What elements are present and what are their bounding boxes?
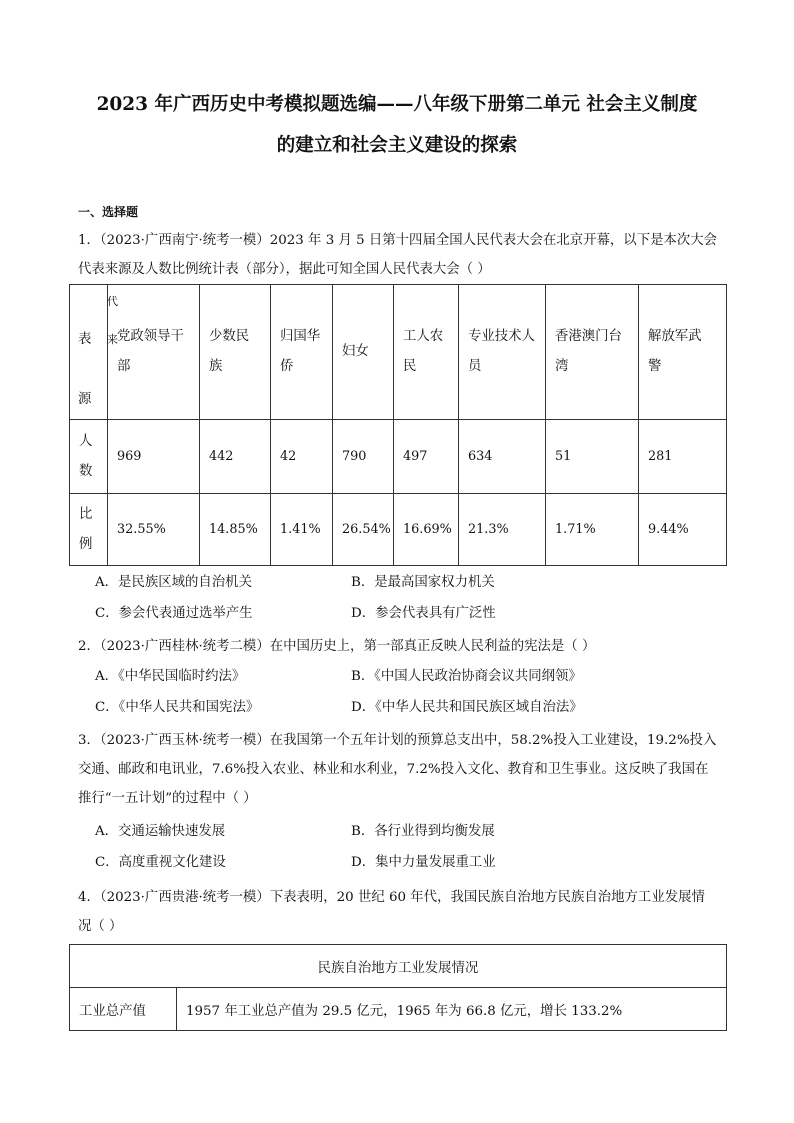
header-cell: 归国华 侨 bbox=[271, 285, 333, 420]
header-cell: 专业技术人 员 bbox=[459, 285, 546, 420]
table-caption: 民族自治地方工业发展情况 bbox=[70, 945, 727, 988]
count-cell: 969 bbox=[108, 420, 200, 494]
table-header-row bbox=[70, 285, 727, 420]
title-line-1: 2023 年广西历史中考模拟题选编——八年级下册第二单元 社会主义制度 bbox=[96, 94, 698, 115]
question-3-line-1: 3．（2023·广西玉林·统考一模）在我国第一个五年计划的预算总支出中，58.2%投入工业建设，19.2%投入 bbox=[78, 733, 717, 748]
corner-char: 来 bbox=[107, 333, 118, 346]
title-line-2: 的建立和社会主义建设的探索 bbox=[276, 135, 518, 156]
question-4-line-1: 4．（2023·广西贵港·统考一模）下表表明，20 世纪 60 年代，我国民族自治地方民族自治地方工业发展情 bbox=[78, 890, 705, 905]
option-c[interactable]: C．《中华人民共和国宪法》 bbox=[95, 700, 260, 715]
row-label: 工业总产值 bbox=[70, 988, 177, 1031]
row-label-ratios: 比 例 bbox=[70, 494, 108, 566]
header-cell: 解放军武 警 bbox=[639, 285, 727, 420]
ratio-cell: 21.3% bbox=[459, 494, 546, 566]
ratio-cell: 26.54% bbox=[333, 494, 394, 566]
row-label-counts: 人 数 bbox=[70, 420, 108, 494]
count-cell: 790 bbox=[333, 420, 394, 494]
option-d[interactable]: D．集中力量发展重工业 bbox=[351, 855, 496, 870]
header-cell: 党政领导干 部 bbox=[108, 285, 200, 420]
count-cell: 281 bbox=[639, 420, 727, 494]
option-c[interactable]: C．高度重视文化建设 bbox=[95, 855, 226, 870]
header-cell: 少数民 族 bbox=[200, 285, 271, 420]
corner-cell bbox=[70, 285, 118, 420]
corner-char: 源 bbox=[78, 392, 92, 407]
document-title bbox=[70, 84, 724, 166]
table-caption-row bbox=[70, 945, 727, 988]
ratio-cell: 14.85% bbox=[200, 494, 271, 566]
table-row-ratios bbox=[70, 494, 727, 566]
table-row bbox=[70, 988, 727, 1031]
question-1-line-1: 1．（2023·广西南宁·统考一模）2023 年 3 月 5 日第十四届全国人民代表大会在北京开幕，以下是本次大会 bbox=[78, 233, 718, 248]
question-3-line-3: 推行“一五计划”的过程中（ ） bbox=[78, 791, 257, 806]
option-b[interactable]: B．各行业得到均衡发展 bbox=[351, 824, 495, 839]
option-a[interactable]: A．交通运输快速发展 bbox=[95, 824, 226, 839]
question-4-line-2: 况（ ） bbox=[78, 919, 123, 934]
row-value: 1957 年工业总产值为 29.5 亿元，1965 年为 66.8 亿元，增长 133.2% bbox=[177, 988, 727, 1031]
question-4 bbox=[78, 883, 728, 941]
question-3-line-2: 交通、邮政和电讯业，7.6%投入农业、林业和水利业，7.2%投入文化、教育和卫生事业。这反映了我国在 bbox=[78, 762, 709, 777]
ratio-cell: 1.41% bbox=[271, 494, 333, 566]
ratio-cell: 32.55% bbox=[108, 494, 200, 566]
count-cell: 42 bbox=[271, 420, 333, 494]
delegate-table bbox=[69, 284, 727, 566]
corner-char: 代 bbox=[107, 295, 118, 308]
ratio-cell: 9.44% bbox=[639, 494, 727, 566]
option-a[interactable]: A．《中华民国临时约法》 bbox=[95, 669, 246, 684]
question-1-options bbox=[95, 571, 715, 633]
option-b[interactable]: B．《中国人民政治协商会议共同纲领》 bbox=[351, 669, 582, 684]
option-b[interactable]: B．是最高国家权力机关 bbox=[351, 575, 495, 590]
option-d[interactable]: D．参会代表具有广泛性 bbox=[351, 606, 496, 621]
question-1 bbox=[78, 226, 728, 284]
header-cell: 妇女 bbox=[333, 285, 394, 420]
header-cell: 工人农 民 bbox=[394, 285, 459, 420]
ratio-cell: 16.69% bbox=[394, 494, 459, 566]
question-2-options bbox=[95, 665, 715, 727]
section-heading: 一、选择题 bbox=[78, 205, 139, 219]
industry-table bbox=[69, 944, 727, 1031]
ratio-cell: 1.71% bbox=[546, 494, 639, 566]
option-c[interactable]: C．参会代表通过选举产生 bbox=[95, 606, 253, 621]
count-cell: 51 bbox=[546, 420, 639, 494]
table-row-counts bbox=[70, 420, 727, 494]
count-cell: 497 bbox=[394, 420, 459, 494]
question-2 bbox=[78, 632, 728, 661]
option-a[interactable]: A．是民族区域的自治机关 bbox=[95, 575, 252, 590]
count-cell: 442 bbox=[200, 420, 271, 494]
count-cell: 634 bbox=[459, 420, 546, 494]
question-3 bbox=[78, 726, 728, 813]
option-d[interactable]: D．《中华人民共和国民族区域自治法》 bbox=[351, 700, 583, 715]
question-3-options bbox=[95, 820, 715, 882]
question-1-line-2: 代表来源及人数比例统计表（部分），据此可知全国人民代表大会（ ） bbox=[78, 262, 491, 277]
corner-char: 表 bbox=[78, 332, 92, 347]
header-cell: 香港澳门台 湾 bbox=[546, 285, 639, 420]
question-2-line-1: 2．（2023·广西桂林·统考二模）在中国历史上，第一部真正反映人民利益的宪法是（ ） bbox=[78, 639, 596, 654]
